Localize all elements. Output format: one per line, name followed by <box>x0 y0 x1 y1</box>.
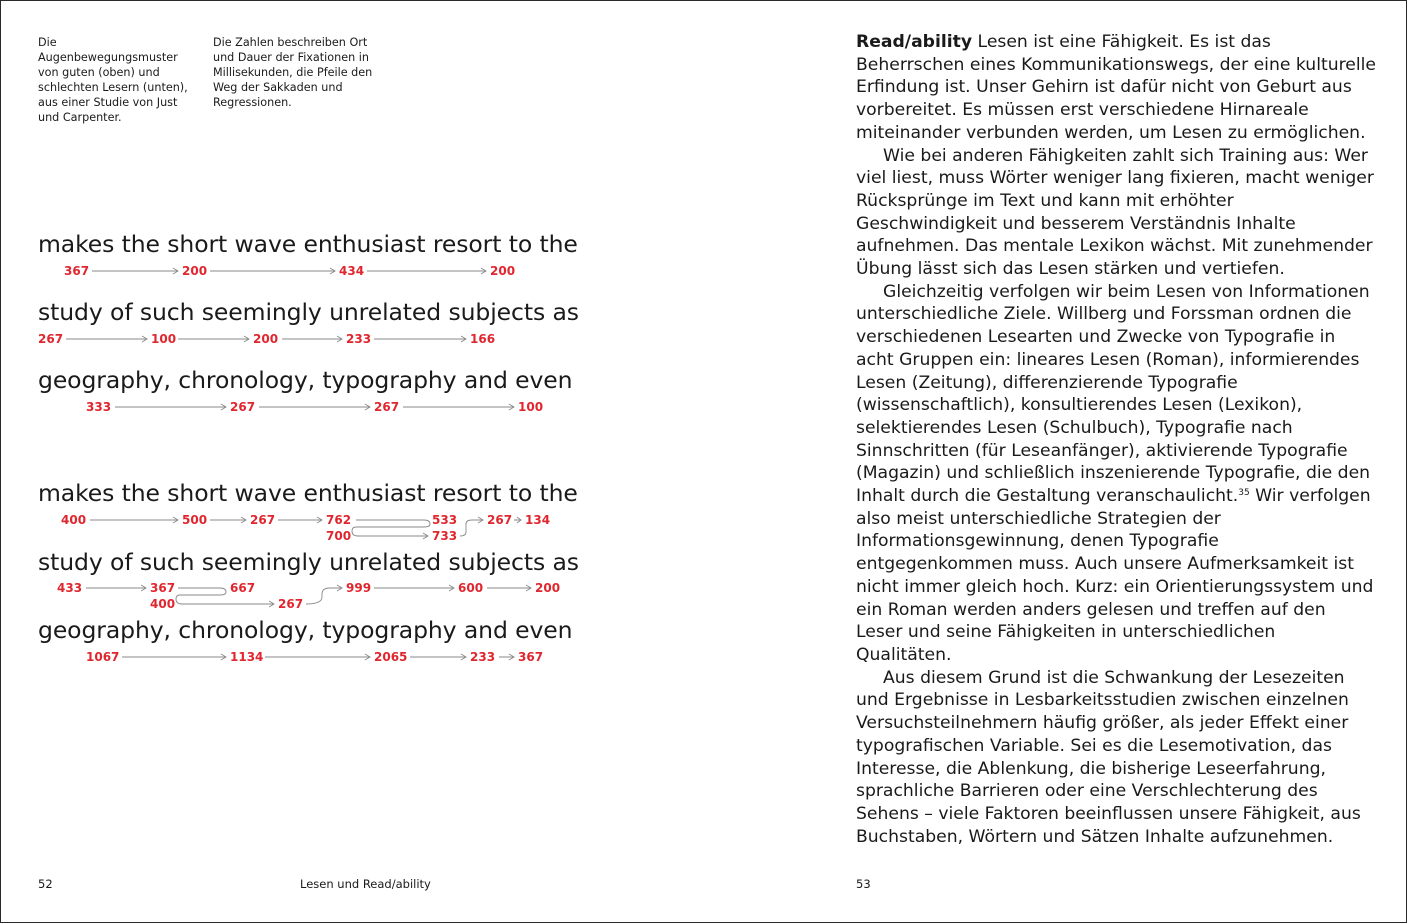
saccade-arrow <box>403 404 514 410</box>
saccade-arrow <box>92 268 178 274</box>
poor-reader-line-2: study of such seemingly unrelated subjects as <box>38 548 579 576</box>
good-reader-line-3: geography, chronology, typography and even <box>38 366 573 394</box>
fixation-label: 233 <box>470 650 496 664</box>
figure-caption-2: Die Zahlen beschreiben Ort und Dauer der Fixationen in Millisekunden, die Pfeile den Weg der Sakkaden und Regressionen. <box>213 36 373 109</box>
fixation-label: 100 <box>518 400 544 414</box>
saccade-arrow <box>487 585 531 591</box>
saccade-arrow <box>278 517 322 523</box>
fixation-label: 333 <box>86 400 112 414</box>
fixation-label: 1134 <box>230 650 264 664</box>
fixation-label: 400 <box>150 597 176 611</box>
fixation-label: 267 <box>278 597 304 611</box>
paragraph-2: Wie bei anderen Fähigkeiten zahlt sich Training aus: Wer viel liest, muss Wörter weniger lang fixieren, macht weniger Rücksprünge im Text und kann mit erhöhter Geschwindigkeit und besserem Verständnis Inhalte aufnehmen. Das mentale Lexikon wächst. Mit zunehmender Übung lässt sich das Lesen stärken und vertiefen. <box>856 145 1374 280</box>
fixation-label: 434 <box>339 264 365 278</box>
fixation-label: 999 <box>346 581 372 595</box>
fixation-label: 433 <box>57 581 83 595</box>
fixation-label: 367 <box>518 650 544 664</box>
saccade-arrow <box>66 336 147 342</box>
regression-arrow <box>352 520 430 539</box>
right-page <box>704 0 1407 923</box>
saccade-arrow <box>210 517 246 523</box>
fixation-label: 100 <box>151 332 177 346</box>
fixation-label: 233 <box>346 332 372 346</box>
page-number-right: 53 <box>856 877 871 891</box>
fixation-label: 267 <box>374 400 400 414</box>
good-reader-line-2: study of such seemingly unrelated subjects as <box>38 298 579 326</box>
paragraph-3 <box>856 281 1376 667</box>
saccade-arrow <box>259 404 370 410</box>
saccade-arrow <box>210 268 335 274</box>
fixation-label: 600 <box>458 581 484 595</box>
regression-arrow <box>176 588 274 607</box>
paragraph-1-text: Lesen ist eine Fähigkeit. Es ist das Beherrschen eines Kommunikationswegs, der eine kulturelle Erfindung ist. Unser Gehirn ist dafür nicht von Geburt aus vorbereitet. Es müssen erst verschiedene Hirnareale miteinander verbunden werden, um Lesen zu ermöglichen. <box>856 32 1376 143</box>
left-page <box>0 0 703 923</box>
saccade-arrow <box>460 517 483 536</box>
poor-reader-line-3: geography, chronology, typography and even <box>38 616 573 644</box>
saccade-arrow <box>410 654 466 660</box>
fixation-label: 700 <box>326 529 352 543</box>
paragraph-4: Aus diesem Grund ist die Schwankung der Lesezeiten und Ergebnisse in Lesbarkeitsstudien zwischen einzelnen Versuchsteilnehmern häufig größer, als jeder Effekt einer typografischen Variable. Sei es die Lesemotivation, das Interesse, die Ablenkung, die bisherige Leseerfahrung, sprachliche Barrieren oder eine Verschlechterung des Sehens – viele Faktoren beeinflussen unsere Fähigkeit, aus Buchstaben, Wörtern und Sätzen Inhalte aufzunehmen. <box>856 667 1361 847</box>
fixation-label: 267 <box>487 513 513 527</box>
saccade-arrow <box>90 517 178 523</box>
paragraph-3-text-a: Gleichzeitig verfolgen wir beim Lesen von Informationen unterschiedliche Ziele. Willberg und Forssman ordnen die verschiedenen Lesearten und Zwecke von Typografie in acht Gruppen ein: lineares Lesen (Roman), informierendes Lesen (Zeitung), differenzierende Typografie (wissenschaftlich), konsultierendes Lesen (Lexikon), selektierendes Lesen (Schulbuch), Typografie nach Sinnschritten (für Leseanfänger), aktivierende Typografie (Magazin) und schließlich inszenierende Typografie, die den Inhalt durch die Gestaltung veranschaulicht. <box>856 281 1371 507</box>
fixation-label: 166 <box>470 332 496 346</box>
fixation-label: 500 <box>182 513 208 527</box>
saccade-arrow <box>122 654 226 660</box>
good-reader-line-1: makes the short wave enthusiast resort to the <box>38 230 578 258</box>
fixation-label: 400 <box>61 513 87 527</box>
fixation-label: 1067 <box>86 650 120 664</box>
fixation-label: 733 <box>432 529 458 543</box>
saccade-arrows <box>0 0 703 923</box>
running-head: Lesen und Read/ability <box>300 877 431 891</box>
footnote-ref: 35 <box>1238 488 1250 499</box>
fixation-label: 533 <box>432 513 458 527</box>
saccade-arrow <box>306 585 342 604</box>
body-text <box>856 31 1376 848</box>
paragraph-3-text-b: Wir verfolgen also meist unterschiedliche Strategien der Informationsgewinnung, denen Typografie entgegenkommen muss. Auch unsere Aufmerksamkeit ist nicht immer gleich hoch. Kurz: ein Orientierungssystem und ein Roman werden anders gelesen und treffen auf den Leser und seine Fähigkeiten in unterschiedlichen Qualitäten. <box>856 486 1374 665</box>
fixation-label: 267 <box>38 332 64 346</box>
saccade-arrow <box>115 404 226 410</box>
saccade-arrow <box>499 654 514 660</box>
poor-reader-line-1: makes the short wave enthusiast resort to the <box>38 479 578 507</box>
fixation-label: 762 <box>326 513 352 527</box>
fixation-label: 367 <box>64 264 90 278</box>
fixation-label: 200 <box>182 264 208 278</box>
fixation-label: 667 <box>230 581 256 595</box>
page-number-left: 52 <box>38 877 53 891</box>
saccade-arrow <box>374 336 466 342</box>
paragraph-1 <box>856 31 1376 145</box>
saccade-arrow <box>374 585 454 591</box>
figure-caption-1: Die Augenbewegungsmuster von guten (oben) und schlechten Lesern (unten), aus einer Studie von Just und Carpenter. <box>38 36 188 124</box>
fixation-label: 200 <box>253 332 279 346</box>
fixation-label: 200 <box>490 264 516 278</box>
saccade-arrow <box>265 654 370 660</box>
saccade-arrow <box>178 336 249 342</box>
fixation-label: 200 <box>535 581 561 595</box>
saccade-arrow <box>86 585 146 591</box>
saccade-arrow <box>514 517 521 523</box>
fixation-label: 267 <box>230 400 256 414</box>
fixation-label: 134 <box>525 513 551 527</box>
fixation-label: 2065 <box>374 650 408 664</box>
fixation-label: 367 <box>150 581 176 595</box>
section-lead-word: Read/ability <box>856 32 973 52</box>
saccade-arrow <box>282 336 342 342</box>
saccade-arrow <box>367 268 486 274</box>
fixation-label: 267 <box>250 513 276 527</box>
